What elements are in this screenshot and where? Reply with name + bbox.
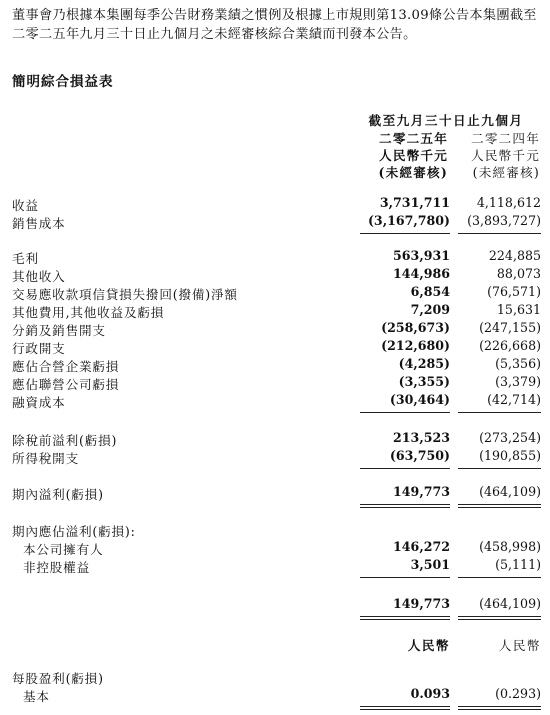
value-2024: (458,998) [479,539,541,554]
row-associate-loss [0,374,550,392]
row-eps-basic [0,686,550,704]
currency-2025: 人民幣 [407,638,450,653]
row-label: 除稅前溢利(虧損) [12,433,118,448]
value-2025: 3,501 [410,557,450,572]
value-2024: (464,109) [479,484,541,499]
row-non-controlling [0,557,550,575]
total-double-rule-2025 [360,616,450,620]
row-other-expenses [0,302,550,320]
subtotal-rule-2025 [360,412,450,413]
subtotal-rule-2025 [360,468,450,469]
value-2025: 149,773 [393,596,450,611]
value-2024: (273,254) [479,430,541,445]
value-2024: (5,356) [495,356,541,371]
value-2025: 7,209 [410,302,450,317]
total-double-rule-2025 [360,504,450,508]
row-label: 行政開支 [12,341,66,356]
row-label: 銷售成本 [12,216,66,231]
value-2024: (3,379) [495,374,541,389]
value-2024: (464,109) [479,596,541,611]
value-2024: (190,855) [479,448,541,463]
row-jv-loss [0,356,550,374]
row-admin [0,338,550,356]
value-2025: 0.093 [410,686,450,701]
row-income-tax [0,448,550,466]
row-label: 每股盈利(虧損) [12,671,104,686]
row-label: 其他費用,其他收益及虧損 [12,305,165,320]
value-2025: 146,272 [393,539,450,554]
total-double-rule-2025 [360,706,450,710]
subtotal-rule-2025 [360,577,450,578]
row-revenue [0,195,550,213]
row-attributable-heading [0,521,550,539]
value-2024: (0.293) [495,686,541,701]
row-distribution [0,320,550,338]
subtotal-rule-2024 [458,412,541,413]
total-double-rule-2024 [458,706,541,710]
total-double-rule-2024 [458,504,541,508]
value-2025: (258,673) [381,320,450,335]
row-eps-heading [0,668,550,686]
value-2025: 6,854 [410,284,450,299]
row-profit-before-tax [0,430,550,448]
col1-year: 二零二五年 [379,131,448,146]
row-label: 交易應收款項信貸損失撥回(撥備)淨額 [12,287,238,302]
value-2025: 144,986 [393,266,450,281]
row-label: 基本 [23,689,50,704]
row-other-income [0,266,550,284]
row-finance-cost [0,392,550,410]
value-2024: (3,893,727) [467,213,541,228]
value-2025: 213,523 [393,430,450,445]
value-2024: 15,631 [496,302,541,317]
row-label: 其他收入 [12,269,66,284]
col2-unit: 人民幣千元 [471,148,540,163]
row-label: 本公司擁有人 [23,542,104,557]
value-2024: (247,155) [479,320,541,335]
subtotal-rule-2024 [458,468,541,469]
statement-title: 簡明綜合損益表 [12,74,114,90]
row-profit-for-period [0,484,550,502]
value-2024: (42,714) [487,392,541,407]
value-2024: (5,111) [495,557,541,572]
row-credit-loss [0,284,550,302]
value-2025: 563,931 [393,248,450,263]
col2-year: 二零二四年 [471,131,540,146]
col2-audit: (未經審核) [472,165,540,180]
value-2024: (226,668) [479,338,541,353]
row-label: 收益 [12,198,39,213]
row-label: 期內應佔溢利(虧損): [12,524,136,539]
subtotal-rule-2024 [458,233,541,234]
row-attributable-total [0,596,550,614]
currency-2024: 人民幣 [498,638,541,653]
row-label: 融資成本 [12,395,66,410]
value-2025: (3,167,780) [367,213,450,228]
col1-unit: 人民幣千元 [379,148,448,163]
subtotal-rule-2024 [458,577,541,578]
row-label: 應佔合營企業虧損 [12,359,120,374]
row-label: 毛利 [12,251,39,266]
row-cost-of-sales [0,213,550,231]
row-label: 期內溢利(虧損) [12,487,104,502]
row-label: 所得稅開支 [12,451,79,466]
row-gross-profit [0,248,550,266]
subtotal-rule-2025 [360,233,450,234]
value-2024: 4,118,612 [476,195,541,210]
value-2025: (63,750) [389,448,450,463]
row-currency-label [0,635,550,653]
value-2025: (212,680) [381,338,450,353]
row-label: 應佔聯營公司虧損 [12,377,120,392]
total-double-rule-2024 [458,616,541,620]
value-2024: 88,073 [496,266,541,281]
value-2025: 149,773 [393,484,450,499]
period-header: 截至九月三十日止九個月 [368,113,524,128]
value-2025: 3,731,711 [379,195,450,210]
row-owners [0,539,550,557]
col1-audit: (未經審核) [378,165,448,180]
value-2024: 224,885 [488,248,541,263]
value-2025: (4,285) [398,356,450,371]
value-2024: (76,571) [487,284,541,299]
value-2025: (30,464) [389,392,450,407]
value-2025: (3,355) [398,374,450,389]
row-label: 非控股權益 [23,560,90,575]
row-label: 分銷及銷售開支 [12,323,106,338]
intro-paragraph: 董事會乃根據本集團每季公告財務業績之慣例及根據上市規則第13.09條公告本集團截至二零二五年九月三十日止九個月之未經審核綜合業績而刊發本公告。 [12,8,537,42]
